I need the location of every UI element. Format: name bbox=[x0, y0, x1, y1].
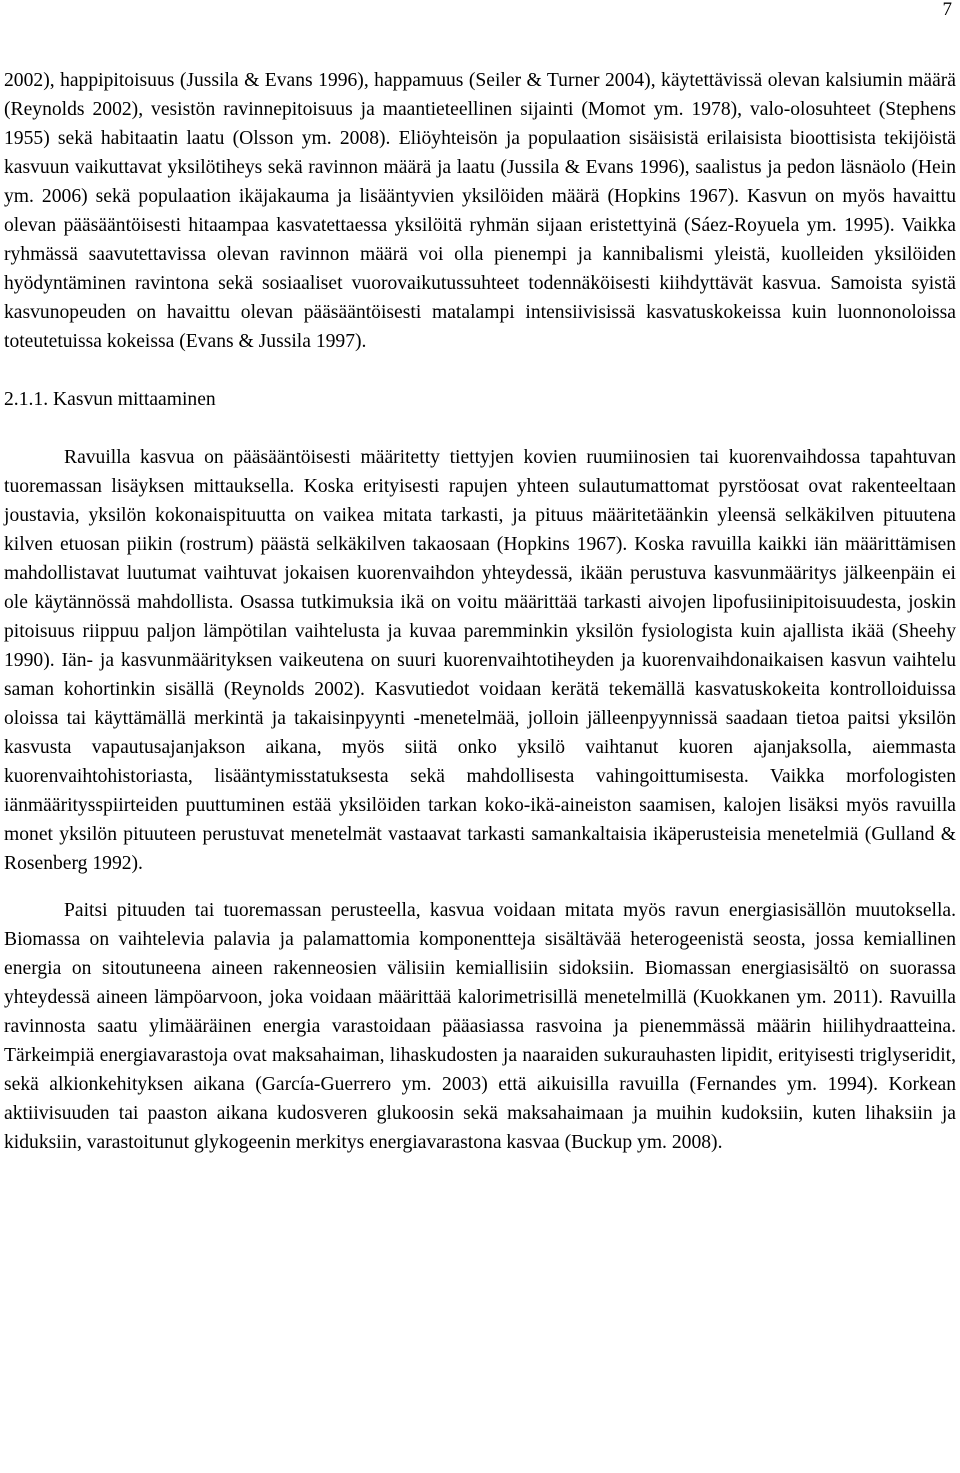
paragraph-energy-content: Paitsi pituuden tai tuoremassan perusteella, kasvua voidaan mitata myös ravun energiasisällön muutoksella. Biomassa on vaihtelevia palavia ja palamattomia komponentteja sisältävää heterogeenistä seosta, jossa kemiallinen energia on sitoutuneena aineen rakenneosien välisiin kemiallisiin sidoksiin. Biomassan energiasisältö on suorassa yhteydessä aineen lämpöarvoon, joka voidaan määrittää kalorimetrisillä menetelmillä (Kuokkanen ym. 2011). Ravuilla ravinnosta saatu ylimääräinen energia varastoidaan pääasiassa rasvoina ja pienemmässä määrin hiilihydraatteina. Tärkeimpiä energiavarastoja ovat maksahaiman, lihaskudosten ja naaraiden sukurauhasten lipidit, erityisesti triglyseridit, sekä alkionkehityksen aikana (García-Guerrero ym. 2003) että aikuisilla ravuilla (Fernandes ym. 1994). Korkean aktiivisuuden tai paaston aikana kudosveren glukoosin sekä maksahaimaan ja muihin kudoksiin, kuten lihaksiin ja kiduksiin, varastoitunut glykogeenin merkitys energiavarastona kasvaa (Buckup ym. 2008). bbox=[4, 900, 956, 1153]
page-number: 7 bbox=[942, 0, 952, 20]
document-body bbox=[4, 66, 956, 1157]
paragraph-spacer bbox=[4, 878, 956, 896]
paragraph-growth-measurement: Ravuilla kasvua on pääsääntöisesti määritetty tiettyjen kovien ruumiinosien tai kuorenvaihdossa tapahtuvan tuoremassan lisäyksen mittauksella. Koska erityisesti rapujen yhteen sulautumattomat pyrstöosat ovat rakenteeltaan joustavia, yksilön kokonaispituutta on vaikea mitata tarkasti, ja pituus määritetäänkin yleensä selkäkilven pituutena kilven etuosan piikin (rostrum) päästä selkäkilven takaosaan (Hopkins 1967). Koska ravuilla kaikki iän määrittämisen mahdollistavat luutumat vaihtuvat jokaisen kuorenvaihdon yhteydessä, ikään perustuva kasvunmääritys jälkeenpäin ei ole käytännössä mahdollista. Osassa tutkimuksia ikä on voitu määrittää tarkasti aivojen lipofusiinipitoisuudesta, joskin pitoisuus riippuu paljon lämpötilan vaihtelusta ja kuvaa paremminkin yksilön fysiologista kuin ajallista ikää (Sheehy 1990). Iän- ja kasvunmäärityksen vaikeutena on suuri kuorenvaihtotiheyden ja kuorenvaihdonaikaisen kasvun vaihtelu saman kohortinkin sisällä (Reynolds 2002). Kasvutiedot voidaan kerätä tekemällä kasvatuskokeita kontrolloiduissa oloissa tai käyttämällä merkintä ja takaisinpyynti -menetelmää, jolloin jälleenpyynnissä saadaan tietoa paitsi yksilön kasvusta vapautusajanjakson aikana, myös siitä onko yksilö vaihtanut kuoren ajanjaksolla, aiemmasta kuorenvaihtohistoriasta, lisääntymisstatuksesta sekä mahdollisesta vahingoittumisesta. Vaikka morfologisten iänmääritysspiirteiden puuttuminen estää yksilöiden tarkan koko-ikä-aineiston saamisen, kalojen lisäksi myös ravuilla monet yksilön pituuteen perustuvat menetelmät vastaavat tarkasti samankaltaisia ikäperusteisia menetelmiä (Gulland & Rosenberg 1992). bbox=[4, 447, 956, 874]
section-heading: 2.1.1. Kasvun mittaaminen bbox=[4, 389, 216, 410]
paragraph-growth-factors: 2002), happipitoisuus (Jussila & Evans 1996), happamuus (Seiler & Turner 2004), käytettävissä olevan kalsiumin määrä (Reynolds 2002), vesistön ravinnepitoisuus ja maantieteellinen sijainti (Momot ym. 1978), valo-olosuhteet (Stephens 1955) sekä habitaatin laatu (Olsson ym. 2008). Eliöyhteisön ja populaation sisäisistä erilaisista bioottisista tekijöistä kasvuun vaikuttavat yksilötiheys sekä ravinnon määrä ja laatu (Jussila & Evans 1996), saalistus ja pedon läsnäolo (Hein ym. 2006) sekä populaation ikäjakauma ja lisääntyvien yksilöiden määrä (Hopkins 1967). Kasvun on myös havaittu olevan pääsääntöisesti hitaampaa kasvatettaessa yksilöitä ryhmän sijaan eristettyinä (Sáez-Royuela ym. 1995). Vaikka ryhmässä saavutettavissa olevan ravinnon määrä voi olla pienempi ja kannibalismi yleistä, kuolleiden yksilöiden hyödyntäminen ravintona sekä sosiaaliset vuorovaikutussuhteet todennäköisesti kiihdyttävät kasvua. Samoista syistä kasvunopeuden on havaittu olevan pääsääntöisesti matalampi intensiivisissä kasvatuskokeissa kuin luonnonoloissa toteutetuissa kokeissa (Evans & Jussila 1997). bbox=[4, 70, 956, 352]
